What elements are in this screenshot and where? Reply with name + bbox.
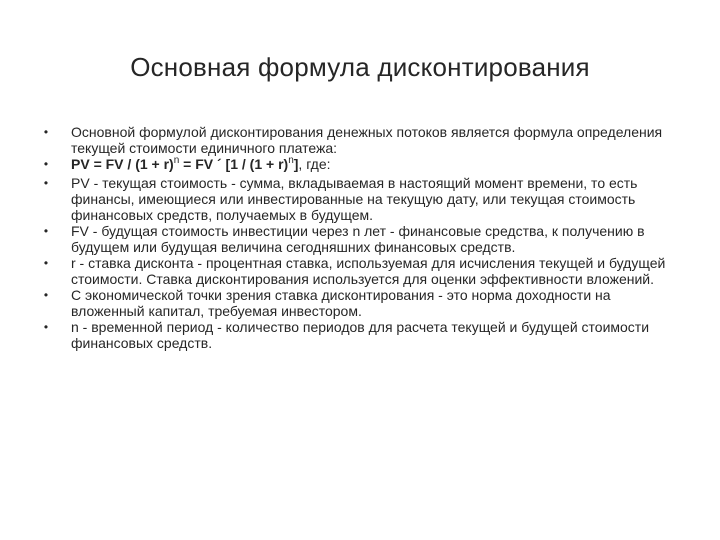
formula-exponent: n xyxy=(173,155,180,166)
list-item-text: PV - текущая стоимость - сумма, вкладываемая в настоящий момент времени, то есть финансы, имеющиеся или инвестированные на текущую дату, или текущая стоимость финансовых средств, получаемых в будущем. xyxy=(71,175,638,223)
bullet-icon: • xyxy=(43,320,49,334)
formula-suffix: , где: xyxy=(298,156,331,172)
list-item-text: С экономической точки зрения ставка дисконтирования - это норма доходности на вложенный капитал, требуемая инвестором. xyxy=(71,287,611,319)
formula-exponent: n xyxy=(288,155,294,166)
list-item-fv xyxy=(40,223,680,255)
bullet-icon: • xyxy=(43,288,49,302)
list-item-r xyxy=(40,255,680,287)
formula-mid: = FV ´ [1 / (1 + r) xyxy=(179,156,289,172)
formula xyxy=(71,156,298,172)
bullet-icon: • xyxy=(43,125,49,139)
bullet-icon: • xyxy=(43,256,49,270)
bullet-icon: • xyxy=(43,176,49,190)
bullet-icon: • xyxy=(43,157,49,171)
slide-title: Основная формула дисконтирования xyxy=(130,52,590,82)
bullet-list xyxy=(40,124,680,351)
formula-end: ] xyxy=(293,156,299,172)
list-item-definition xyxy=(40,124,680,156)
bullet-icon: • xyxy=(43,224,49,238)
list-item-pv xyxy=(40,175,680,223)
list-item-economic xyxy=(40,287,680,319)
list-item-text: Основной формулой дисконтирования денежных потоков является формула определения текущей стоимости единичного платежа: xyxy=(71,124,663,156)
list-item-text: r - ставка дисконта - процентная ставка, используемая для исчисления текущей и будущей стоимости. Ставка дисконтирования используется для оценки эффективности вложений. xyxy=(71,255,666,287)
formula-lhs: PV = FV / (1 + r) xyxy=(71,156,174,172)
list-item-text: n - временной период - количество периодов для расчета текущей и будущей стоимости финансовых средств. xyxy=(71,319,650,351)
list-item-n xyxy=(40,319,680,351)
list-item-text: FV - будущая стоимость инвестиции через n лет - финансовые средства, к получению в будущем или будущая величина сегодняшних финансовых средств. xyxy=(71,223,645,255)
list-item-formula xyxy=(40,156,680,175)
